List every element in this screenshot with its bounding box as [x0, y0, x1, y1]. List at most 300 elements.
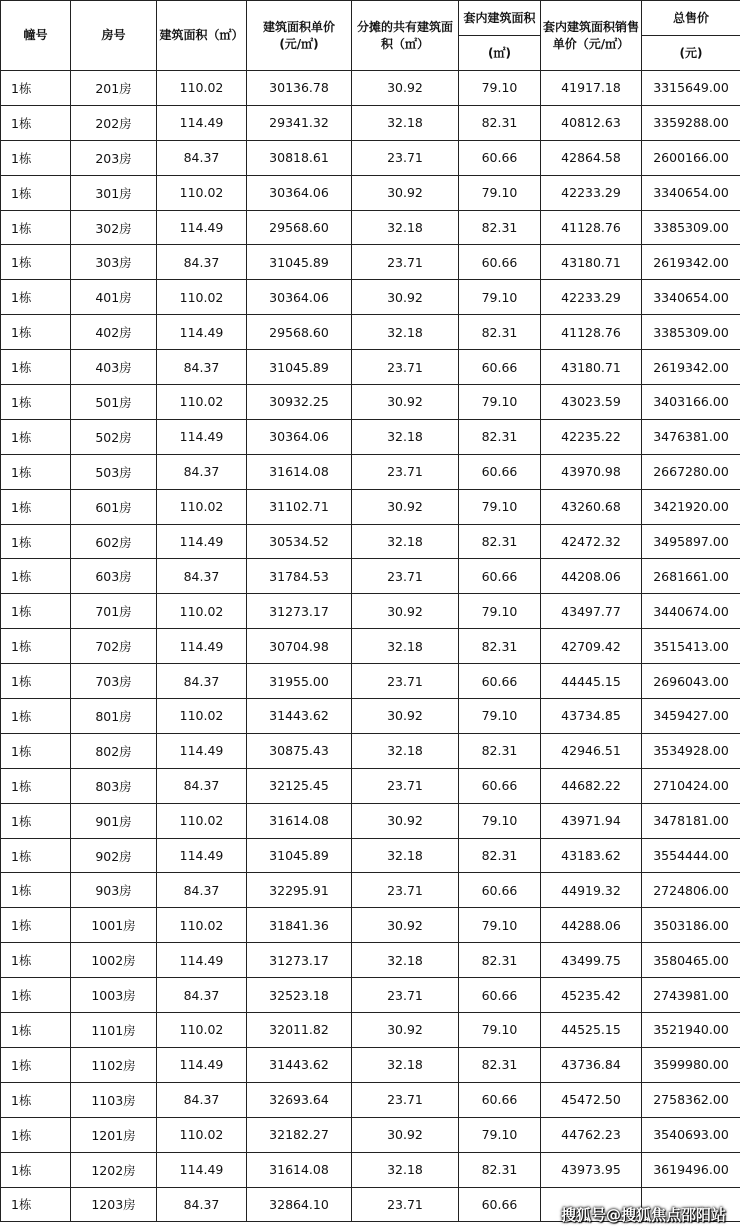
cell-area: 110.02 [157, 489, 247, 524]
cell-room: 703房 [71, 664, 157, 699]
cell-building: 1栋 [1, 385, 71, 420]
cell-unit-price: 32523.18 [247, 978, 352, 1013]
cell-building: 1栋 [1, 71, 71, 106]
cell-area: 110.02 [157, 699, 247, 734]
table-row [1, 1082, 740, 1117]
cell-shared-area: 32.18 [352, 838, 459, 873]
table-row [1, 105, 740, 140]
cell-inner-price: 43970.98 [541, 454, 642, 489]
table-row [1, 943, 740, 978]
cell-room: 402房 [71, 315, 157, 350]
cell-area: 110.02 [157, 803, 247, 838]
cell-unit-price: 29568.60 [247, 210, 352, 245]
cell-total: 3503186.00 [642, 908, 740, 943]
cell-inner-price: 44919.32 [541, 873, 642, 908]
cell-unit-price: 30932.25 [247, 385, 352, 420]
cell-building: 1栋 [1, 140, 71, 175]
cell-shared-area: 30.92 [352, 908, 459, 943]
cell-shared-area: 23.71 [352, 245, 459, 280]
cell-total: 2667280.00 [642, 454, 740, 489]
cell-area: 114.49 [157, 315, 247, 350]
cell-inner-price: 43973.95 [541, 1152, 642, 1187]
table-row [1, 768, 740, 803]
table-row [1, 559, 740, 594]
cell-area: 84.37 [157, 245, 247, 280]
cell-inner-area: 82.31 [459, 315, 541, 350]
cell-unit-price: 32182.27 [247, 1117, 352, 1152]
cell-inner-area: 79.10 [459, 1117, 541, 1152]
cell-inner-price: 43734.85 [541, 699, 642, 734]
cell-building: 1栋 [1, 908, 71, 943]
cell-shared-area: 32.18 [352, 943, 459, 978]
cell-shared-area: 30.92 [352, 1013, 459, 1048]
cell-inner-price: 43023.59 [541, 385, 642, 420]
header-room: 房号 [71, 1, 157, 71]
cell-unit-price: 31443.62 [247, 699, 352, 734]
cell-total: 3495897.00 [642, 524, 740, 559]
header-inner-area: 套内建筑面积 [459, 1, 541, 36]
cell-inner-area: 82.31 [459, 210, 541, 245]
cell-building: 1栋 [1, 175, 71, 210]
cell-inner-area: 60.66 [459, 454, 541, 489]
cell-unit-price: 30875.43 [247, 733, 352, 768]
cell-inner-price: 41128.76 [541, 315, 642, 350]
cell-building: 1栋 [1, 629, 71, 664]
cell-shared-area: 30.92 [352, 489, 459, 524]
cell-inner-price: 42946.51 [541, 733, 642, 768]
cell-inner-price: 42472.32 [541, 524, 642, 559]
cell-inner-area: 79.10 [459, 594, 541, 629]
cell-room: 301房 [71, 175, 157, 210]
cell-room: 601房 [71, 489, 157, 524]
cell-area: 114.49 [157, 105, 247, 140]
cell-unit-price: 32125.45 [247, 768, 352, 803]
cell-building: 1栋 [1, 419, 71, 454]
cell-building: 1栋 [1, 1117, 71, 1152]
cell-shared-area: 30.92 [352, 1117, 459, 1152]
cell-total: 3385309.00 [642, 210, 740, 245]
cell-shared-area: 32.18 [352, 524, 459, 559]
cell-shared-area: 30.92 [352, 594, 459, 629]
cell-area: 114.49 [157, 943, 247, 978]
cell-shared-area: 23.71 [352, 978, 459, 1013]
header-unit-price: 建筑面积单价 (元/㎡) [247, 1, 352, 71]
cell-inner-area: 82.31 [459, 524, 541, 559]
cell-inner-price: 42864.58 [541, 140, 642, 175]
cell-unit-price: 31614.08 [247, 803, 352, 838]
cell-shared-area: 23.71 [352, 768, 459, 803]
cell-shared-area: 32.18 [352, 733, 459, 768]
cell-room: 1002房 [71, 943, 157, 978]
cell-inner-area: 60.66 [459, 350, 541, 385]
cell-inner-area: 82.31 [459, 629, 541, 664]
cell-total: 3421920.00 [642, 489, 740, 524]
cell-building: 1栋 [1, 315, 71, 350]
cell-building: 1栋 [1, 210, 71, 245]
cell-unit-price: 31102.71 [247, 489, 352, 524]
cell-total: 3340654.00 [642, 175, 740, 210]
cell-inner-price: 42233.29 [541, 175, 642, 210]
cell-area: 84.37 [157, 1082, 247, 1117]
cell-room: 503房 [71, 454, 157, 489]
cell-total: 2600166.00 [642, 140, 740, 175]
cell-area: 114.49 [157, 629, 247, 664]
header-inner-price: 套内建筑面积销售 单价（元/㎡） [541, 1, 642, 71]
cell-inner-area: 79.10 [459, 175, 541, 210]
cell-inner-price: 42709.42 [541, 629, 642, 664]
cell-unit-price: 30136.78 [247, 71, 352, 106]
cell-inner-area: 79.10 [459, 803, 541, 838]
cell-shared-area: 32.18 [352, 210, 459, 245]
cell-inner-price: 43180.71 [541, 350, 642, 385]
cell-shared-area: 32.18 [352, 1047, 459, 1082]
cell-room: 1102房 [71, 1047, 157, 1082]
cell-area: 114.49 [157, 524, 247, 559]
cell-room: 1003房 [71, 978, 157, 1013]
cell-total: 3403166.00 [642, 385, 740, 420]
cell-building: 1栋 [1, 489, 71, 524]
table-row [1, 1047, 740, 1082]
cell-inner-area: 79.10 [459, 699, 541, 734]
cell-inner-area: 60.66 [459, 140, 541, 175]
table-row [1, 1013, 740, 1048]
cell-room: 602房 [71, 524, 157, 559]
cell-area: 84.37 [157, 664, 247, 699]
cell-unit-price: 31841.36 [247, 908, 352, 943]
cell-building: 1栋 [1, 454, 71, 489]
cell-area: 84.37 [157, 559, 247, 594]
cell-inner-price: 43497.77 [541, 594, 642, 629]
cell-unit-price: 31614.08 [247, 454, 352, 489]
cell-inner-area: 82.31 [459, 419, 541, 454]
cell-area: 84.37 [157, 454, 247, 489]
table-row [1, 978, 740, 1013]
cell-area: 110.02 [157, 71, 247, 106]
cell-total: 3580465.00 [642, 943, 740, 978]
cell-total: 3359288.00 [642, 105, 740, 140]
cell-inner-area: 60.66 [459, 559, 541, 594]
cell-building: 1栋 [1, 1187, 71, 1222]
cell-total: 3459427.00 [642, 699, 740, 734]
cell-room: 403房 [71, 350, 157, 385]
table-row [1, 594, 740, 629]
cell-room: 1103房 [71, 1082, 157, 1117]
cell-total: 3385309.00 [642, 315, 740, 350]
cell-room: 1201房 [71, 1117, 157, 1152]
cell-area: 110.02 [157, 908, 247, 943]
cell-shared-area: 30.92 [352, 71, 459, 106]
cell-unit-price: 32693.64 [247, 1082, 352, 1117]
cell-unit-price: 30364.06 [247, 175, 352, 210]
cell-area: 84.37 [157, 1187, 247, 1222]
cell-building: 1栋 [1, 699, 71, 734]
cell-shared-area: 23.71 [352, 664, 459, 699]
table-row [1, 699, 740, 734]
cell-unit-price: 31784.53 [247, 559, 352, 594]
cell-inner-price: 44682.22 [541, 768, 642, 803]
cell-building: 1栋 [1, 1082, 71, 1117]
cell-total: 2681661.00 [642, 559, 740, 594]
cell-area: 110.02 [157, 175, 247, 210]
table-row [1, 524, 740, 559]
cell-total: 3540693.00 [642, 1117, 740, 1152]
cell-unit-price: 31273.17 [247, 594, 352, 629]
cell-area: 114.49 [157, 838, 247, 873]
cell-building: 1栋 [1, 559, 71, 594]
cell-inner-area: 79.10 [459, 71, 541, 106]
cell-inner-area: 60.66 [459, 873, 541, 908]
cell-inner-price: 44208.06 [541, 559, 642, 594]
cell-area: 110.02 [157, 594, 247, 629]
table-row [1, 1152, 740, 1187]
cell-building: 1栋 [1, 1047, 71, 1082]
cell-room: 1001房 [71, 908, 157, 943]
table-body [1, 71, 740, 1222]
cell-unit-price: 30704.98 [247, 629, 352, 664]
cell-area: 84.37 [157, 768, 247, 803]
table-row [1, 210, 740, 245]
cell-building: 1栋 [1, 838, 71, 873]
cell-room: 501房 [71, 385, 157, 420]
cell-area: 114.49 [157, 1047, 247, 1082]
cell-room: 802房 [71, 733, 157, 768]
table-row [1, 245, 740, 280]
cell-shared-area: 32.18 [352, 629, 459, 664]
table-row [1, 280, 740, 315]
cell-room: 401房 [71, 280, 157, 315]
cell-shared-area: 23.71 [352, 1187, 459, 1222]
cell-room: 902房 [71, 838, 157, 873]
cell-building: 1栋 [1, 733, 71, 768]
cell-inner-area: 60.66 [459, 245, 541, 280]
table-row [1, 454, 740, 489]
cell-shared-area: 23.71 [352, 454, 459, 489]
cell-shared-area: 30.92 [352, 280, 459, 315]
cell-shared-area: 32.18 [352, 419, 459, 454]
cell-total: 2619342.00 [642, 350, 740, 385]
table-row [1, 489, 740, 524]
cell-inner-price: 44525.15 [541, 1013, 642, 1048]
cell-unit-price: 30534.52 [247, 524, 352, 559]
cell-building: 1栋 [1, 803, 71, 838]
cell-unit-price: 31443.62 [247, 1047, 352, 1082]
table-row [1, 315, 740, 350]
cell-shared-area: 23.71 [352, 140, 459, 175]
header-area: 建筑面积（㎡） [157, 1, 247, 71]
cell-total: 3478181.00 [642, 803, 740, 838]
cell-total: 3440674.00 [642, 594, 740, 629]
cell-inner-price: 43736.84 [541, 1047, 642, 1082]
cell-building: 1栋 [1, 350, 71, 385]
cell-unit-price: 29341.32 [247, 105, 352, 140]
cell-total: 2758362.00 [642, 1082, 740, 1117]
cell-room: 903房 [71, 873, 157, 908]
cell-unit-price: 30818.61 [247, 140, 352, 175]
cell-unit-price: 31955.00 [247, 664, 352, 699]
cell-inner-area: 60.66 [459, 664, 541, 699]
cell-shared-area: 23.71 [352, 873, 459, 908]
cell-total: 3619496.00 [642, 1152, 740, 1187]
cell-building: 1栋 [1, 245, 71, 280]
table-row [1, 419, 740, 454]
cell-area: 84.37 [157, 873, 247, 908]
cell-building: 1栋 [1, 1152, 71, 1187]
cell-inner-price: 44445.15 [541, 664, 642, 699]
cell-room: 1202房 [71, 1152, 157, 1187]
table-row [1, 1117, 740, 1152]
cell-total: 2743981.00 [642, 978, 740, 1013]
header-building: 幢号 [1, 1, 71, 71]
cell-inner-price: 44288.06 [541, 908, 642, 943]
header-total: 总售价 [642, 1, 740, 36]
cell-room: 901房 [71, 803, 157, 838]
cell-shared-area: 23.71 [352, 1082, 459, 1117]
table-row [1, 873, 740, 908]
cell-total: 2619342.00 [642, 245, 740, 280]
cell-unit-price: 29568.60 [247, 315, 352, 350]
cell-area: 114.49 [157, 210, 247, 245]
cell-building: 1栋 [1, 664, 71, 699]
table-row [1, 803, 740, 838]
cell-inner-area: 60.66 [459, 1187, 541, 1222]
cell-inner-area: 60.66 [459, 768, 541, 803]
header-shared-area: 分摊的共有建筑面 积（㎡） [352, 1, 459, 71]
cell-inner-price: 43499.75 [541, 943, 642, 978]
cell-building: 1栋 [1, 768, 71, 803]
cell-inner-area: 82.31 [459, 1152, 541, 1187]
cell-total: 2710424.00 [642, 768, 740, 803]
cell-inner-area: 82.31 [459, 838, 541, 873]
cell-area: 84.37 [157, 140, 247, 175]
cell-unit-price: 30364.06 [247, 280, 352, 315]
cell-inner-area: 60.66 [459, 978, 541, 1013]
table-row [1, 385, 740, 420]
cell-room: 801房 [71, 699, 157, 734]
cell-inner-area: 82.31 [459, 943, 541, 978]
cell-area: 114.49 [157, 1152, 247, 1187]
cell-building: 1栋 [1, 105, 71, 140]
cell-inner-area: 82.31 [459, 105, 541, 140]
cell-room: 502房 [71, 419, 157, 454]
header-inner-area-unit: (㎡) [459, 36, 541, 71]
cell-room: 1101房 [71, 1013, 157, 1048]
cell-shared-area: 30.92 [352, 699, 459, 734]
cell-unit-price: 32295.91 [247, 873, 352, 908]
cell-shared-area: 30.92 [352, 803, 459, 838]
cell-unit-price: 32011.82 [247, 1013, 352, 1048]
cell-room: 702房 [71, 629, 157, 664]
cell-building: 1栋 [1, 280, 71, 315]
table-header [1, 1, 740, 71]
cell-room: 302房 [71, 210, 157, 245]
cell-building: 1栋 [1, 1013, 71, 1048]
table-row [1, 733, 740, 768]
cell-area: 84.37 [157, 350, 247, 385]
cell-inner-price: 45235.42 [541, 978, 642, 1013]
cell-total: 3515413.00 [642, 629, 740, 664]
cell-building: 1栋 [1, 943, 71, 978]
cell-shared-area: 30.92 [352, 175, 459, 210]
cell-room: 803房 [71, 768, 157, 803]
cell-unit-price: 31614.08 [247, 1152, 352, 1187]
cell-shared-area: 32.18 [352, 315, 459, 350]
cell-shared-area: 32.18 [352, 1152, 459, 1187]
cell-total: 3476381.00 [642, 419, 740, 454]
cell-total: 3554444.00 [642, 838, 740, 873]
cell-unit-price: 31045.89 [247, 350, 352, 385]
cell-inner-area: 79.10 [459, 280, 541, 315]
table-row [1, 838, 740, 873]
cell-room: 1203房 [71, 1187, 157, 1222]
cell-total: 3315649.00 [642, 71, 740, 106]
cell-building: 1栋 [1, 873, 71, 908]
cell-area: 110.02 [157, 1013, 247, 1048]
table-row [1, 175, 740, 210]
cell-room: 603房 [71, 559, 157, 594]
cell-inner-price: 43260.68 [541, 489, 642, 524]
cell-room: 303房 [71, 245, 157, 280]
cell-inner-price: 43180.71 [541, 245, 642, 280]
table-row [1, 71, 740, 106]
cell-room: 201房 [71, 71, 157, 106]
cell-inner-price: 41917.18 [541, 71, 642, 106]
header-total-unit: (元) [642, 36, 740, 71]
cell-room: 701房 [71, 594, 157, 629]
cell-unit-price: 31045.89 [247, 838, 352, 873]
watermark: 搜狐号@搜狐焦点邵阳站 [560, 1206, 726, 1224]
cell-unit-price: 31273.17 [247, 943, 352, 978]
cell-building: 1栋 [1, 978, 71, 1013]
cell-inner-area: 79.10 [459, 908, 541, 943]
cell-inner-area: 60.66 [459, 1082, 541, 1117]
cell-area: 114.49 [157, 419, 247, 454]
cell-inner-price: 45472.50 [541, 1082, 642, 1117]
cell-unit-price: 32864.10 [247, 1187, 352, 1222]
cell-room: 203房 [71, 140, 157, 175]
table-row [1, 350, 740, 385]
cell-total: 3521940.00 [642, 1013, 740, 1048]
cell-building: 1栋 [1, 594, 71, 629]
cell-inner-price: 42233.29 [541, 280, 642, 315]
cell-inner-area: 79.10 [459, 1013, 541, 1048]
cell-area: 84.37 [157, 978, 247, 1013]
cell-unit-price: 31045.89 [247, 245, 352, 280]
cell-room: 202房 [71, 105, 157, 140]
cell-inner-price: 44762.23 [541, 1117, 642, 1152]
cell-shared-area: 23.71 [352, 350, 459, 385]
cell-inner-price: 42235.22 [541, 419, 642, 454]
table-row [1, 664, 740, 699]
cell-inner-area: 82.31 [459, 733, 541, 768]
cell-total: 2724806.00 [642, 873, 740, 908]
cell-inner-area: 79.10 [459, 385, 541, 420]
table-row [1, 908, 740, 943]
cell-inner-price: 41128.76 [541, 210, 642, 245]
cell-shared-area: 32.18 [352, 105, 459, 140]
cell-inner-area: 79.10 [459, 489, 541, 524]
table-row [1, 140, 740, 175]
cell-total: 2696043.00 [642, 664, 740, 699]
cell-shared-area: 23.71 [352, 559, 459, 594]
table-row [1, 629, 740, 664]
cell-area: 110.02 [157, 280, 247, 315]
cell-total: 3599980.00 [642, 1047, 740, 1082]
cell-shared-area: 30.92 [352, 385, 459, 420]
cell-area: 110.02 [157, 385, 247, 420]
cell-area: 114.49 [157, 733, 247, 768]
cell-area: 110.02 [157, 1117, 247, 1152]
cell-inner-area: 82.31 [459, 1047, 541, 1082]
